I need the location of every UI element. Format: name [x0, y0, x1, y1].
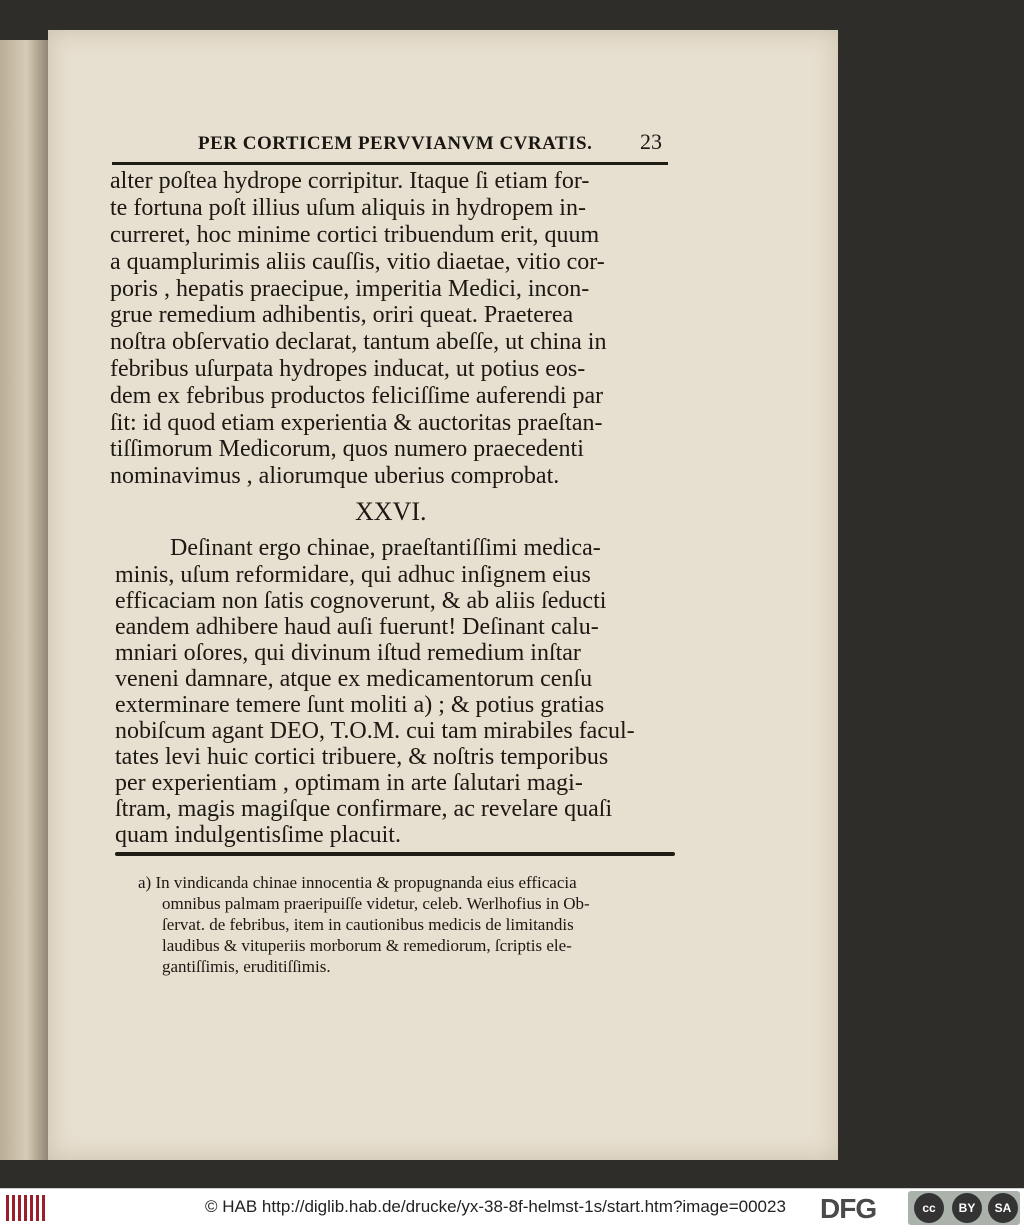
text-line: curreret, hoc minime cortici tribuendum erit, quum	[110, 222, 600, 248]
text-line: ſtram, magis magiſque confirmare, ac revelare quaſi	[115, 796, 613, 822]
text-line: nobiſcum agant DEO, T.O.M. cui tam mirabiles facul-	[115, 718, 635, 744]
viewer-footer	[0, 1188, 1024, 1227]
text-line: mniari oſores, qui divinum iſtud remedium inſtar	[115, 640, 581, 666]
hab-barcode-icon	[6, 1195, 46, 1221]
text-line: nominavimus , aliorumque uberius comprobat.	[110, 463, 560, 489]
footnote-line: gantiſſimis, eruditiſſimis.	[162, 957, 331, 976]
text-line: dem ex febribus productos feliciſſime auferendi par	[110, 383, 604, 409]
facing-page-edge	[0, 40, 48, 1160]
cc-icon: cc	[914, 1193, 944, 1223]
running-title: PER CORTICEM PERVVIANVM CVRATIS.	[198, 133, 593, 154]
text-line: minis, uſum reformidare, qui adhuc inſignem eius	[115, 562, 591, 588]
text-line: te fortuna poſt illius uſum aliquis in hydropem in-	[110, 195, 586, 221]
footnote-line: omnibus palmam praeripuiſſe videtur, celeb. Werlhofius in Ob-	[162, 894, 590, 913]
text-line: febribus uſurpata hydropes inducat, ut potius eos-	[110, 356, 586, 382]
text-line: poris , hepatis praecipue, imperitia Medici, incon-	[110, 276, 590, 302]
text-line: quam indulgentisſime placuit.	[115, 822, 401, 848]
text-line: grue remedium adhibentis, oriri queat. Praeterea	[110, 302, 574, 328]
text-line: ſit: id quod etiam experientia & auctoritas praeſtan-	[110, 410, 603, 436]
text-line: Deſinant ergo chinae, praeſtantiſſimi medica-	[170, 535, 601, 561]
dfg-logo[interactable]: DFG	[820, 1193, 877, 1224]
text-line: exterminare temere ſunt moliti a) ; & potius gratias	[115, 692, 605, 718]
text-line: tates levi huic cortici tribuere, & noſtris temporibus	[115, 744, 609, 770]
text-line: per experientiam , optimam in arte ſalutari magi-	[115, 770, 583, 796]
section-heading: XXVI.	[355, 497, 427, 526]
sa-icon: SA	[988, 1193, 1018, 1223]
footnote-line: a) In vindicanda chinae innocentia & propugnanda eius efficacia	[138, 873, 577, 892]
text-line: efficaciam non ſatis cognoverunt, & ab aliis ſeducti	[115, 588, 607, 614]
text-line: a quamplurimis aliis cauſſis, vitio diaetae, vitio cor-	[110, 249, 605, 275]
by-icon: BY	[952, 1193, 982, 1223]
text-line: noſtra obſervatio declarat, tantum abeſſe, ut china in	[110, 329, 607, 355]
text-line: tiſſimorum Medicorum, quos numero praecedenti	[110, 436, 584, 462]
page-number: 23	[640, 129, 662, 154]
header-rule	[112, 162, 668, 165]
source-link[interactable]: © HAB http://diglib.hab.de/drucke/yx-38-8f-helmst-1s/start.htm?image=00023	[205, 1197, 786, 1216]
footnote-line: laudibus & vituperiis morborum & remediorum, ſcriptis ele-	[162, 936, 572, 955]
text-line: alter poſtea hydrope corripitur. Itaque ſi etiam for-	[110, 168, 590, 194]
footnote-line: ſervat. de febribus, item in cautionibus medicis de limitandis	[162, 915, 574, 934]
footnote-rule	[115, 852, 675, 856]
text-line: veneni damnare, atque ex medicamentorum cenſu	[115, 666, 593, 692]
text-line: eandem adhibere haud auſi fuerunt! Deſinant calu-	[115, 614, 599, 640]
